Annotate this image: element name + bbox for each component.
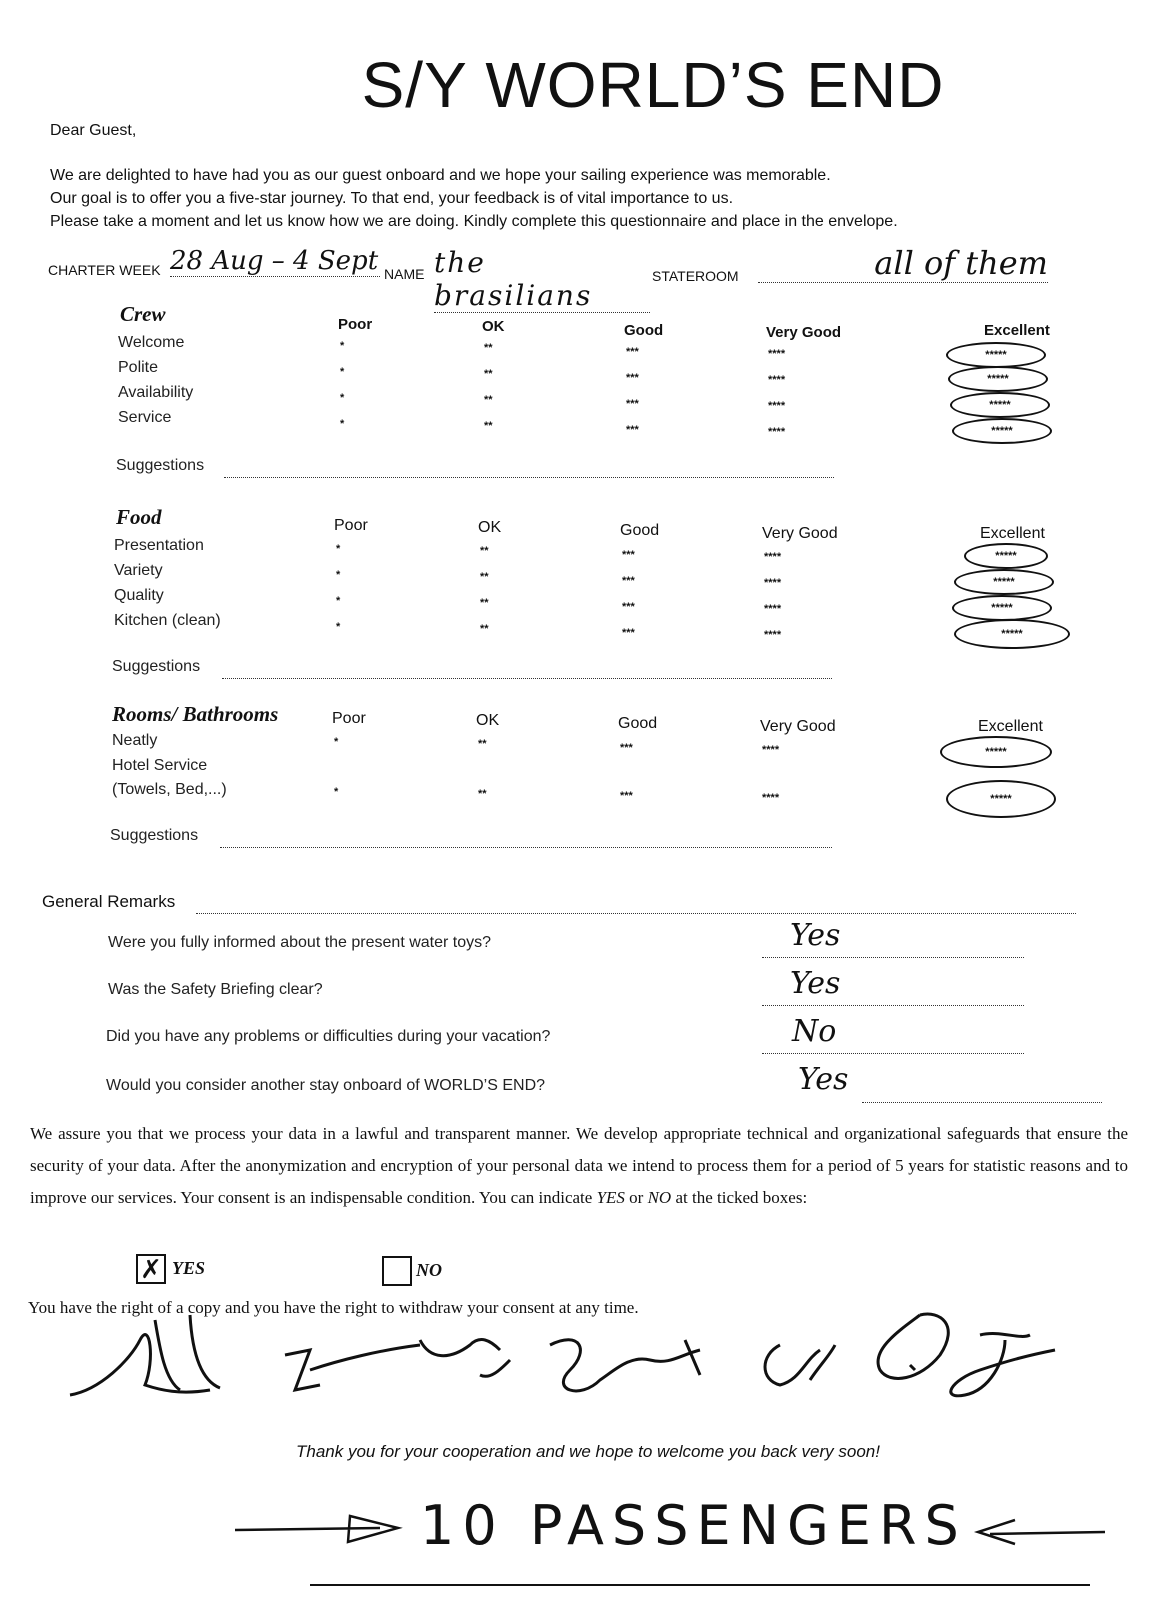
general-remarks-label: General Remarks: [42, 892, 176, 911]
rooms-col-ok: OK: [476, 712, 500, 729]
charter-week-label: CHARTER WEEK: [48, 262, 161, 278]
privacy-text: We assure you that we process your data in a lawful and transparent manner. We develop appropriate technical and organizational safeguards that ensure the security of your data. After the anonymization and encryption of your personal data we intend to process them for a period of 5 years for statistic reasons and to improve our services. Your consent is an indispensable condition. You can indicate: [30, 1124, 1128, 1207]
header-fields: [48, 244, 1058, 312]
food-star-good[interactable]: ***: [622, 549, 635, 561]
privacy-or-word: or: [629, 1188, 644, 1207]
crew-star-good[interactable]: ***: [626, 346, 639, 358]
food-star-good[interactable]: ***: [622, 575, 635, 587]
food-star-poor[interactable]: *: [336, 595, 341, 607]
crew-col-good: Good: [624, 322, 664, 339]
rooms-star-verygood[interactable]: ****: [762, 792, 780, 804]
crew-col-verygood: Very Good: [766, 324, 842, 341]
consent-yes-mark: ✗: [140, 1253, 162, 1284]
section-food: [0, 505, 1166, 695]
food-star-verygood[interactable]: ****: [764, 577, 782, 589]
crew-star-good[interactable]: ***: [626, 398, 639, 410]
rooms-star-verygood[interactable]: ****: [762, 744, 780, 756]
crew-star-poor[interactable]: *: [340, 418, 345, 430]
privacy-paragraph: [30, 1118, 1128, 1214]
rooms-star-good[interactable]: ***: [620, 790, 633, 802]
greeting: Dear Guest,: [50, 122, 137, 139]
food-star-poor[interactable]: *: [336, 569, 341, 581]
page-title: S/Y WORLD’S END: [361, 49, 945, 121]
food-variety-excellent-circled[interactable]: *****: [954, 569, 1054, 595]
answer-another-stay[interactable]: Yes: [798, 1062, 849, 1097]
crew-col-ok: OK: [482, 318, 505, 335]
footer-note: 10 PASSENGERS: [420, 1494, 967, 1557]
section-rooms: [0, 700, 1166, 870]
crew-welcome-excellent-circled[interactable]: *****: [946, 342, 1046, 368]
rooms-col-verygood: Very Good: [760, 718, 836, 735]
answer-line-water-toys: [762, 956, 1024, 958]
crew-title: Crew: [120, 302, 166, 326]
food-star-poor[interactable]: *: [336, 543, 341, 555]
food-col-poor: Poor: [334, 517, 368, 534]
rooms-hotel-service-excellent-circled[interactable]: *****: [946, 780, 1056, 818]
food-star-good[interactable]: ***: [622, 627, 635, 639]
food-title: Food: [116, 505, 162, 529]
section-crew: [0, 300, 1166, 495]
arrow-left-icon: [970, 1512, 1110, 1552]
crew-col-poor: Poor: [338, 316, 373, 333]
name-label: NAME: [384, 266, 425, 282]
food-col-good: Good: [620, 522, 660, 539]
food-row-kitchen: Kitchen (clean): [114, 612, 221, 629]
crew-star-poor[interactable]: *: [340, 340, 345, 352]
crew-row-service: Service: [118, 409, 172, 426]
food-star-ok[interactable]: **: [480, 571, 489, 583]
crew-row-polite: Polite: [118, 359, 159, 376]
food-star-verygood[interactable]: ****: [764, 551, 782, 563]
footer-underline: [310, 1584, 1090, 1586]
question-another-stay: Would you consider another stay onboard of WORLD’S END?: [106, 1077, 546, 1094]
question-water-toys: Were you fully informed about the present water toys?: [108, 934, 492, 951]
food-suggestions-label: Suggestions: [112, 658, 201, 675]
crew-star-good[interactable]: ***: [626, 424, 639, 436]
rooms-star-poor[interactable]: *: [334, 736, 339, 748]
crew-star-poor[interactable]: *: [340, 366, 345, 378]
crew-row-welcome: Welcome: [118, 334, 185, 351]
food-star-ok[interactable]: **: [480, 597, 489, 609]
rooms-suggestions-line[interactable]: [220, 846, 832, 848]
rooms-suggestions-label: Suggestions: [110, 827, 199, 844]
name-value[interactable]: the brasilians: [434, 246, 650, 313]
food-star-ok[interactable]: **: [480, 623, 489, 635]
stateroom-label: STATEROOM: [652, 268, 739, 284]
food-row-quality: Quality: [114, 587, 164, 604]
intro-line-3: Please take a moment and let us know how we are doing. Kindly complete this questionnaire and place in the envelope.: [50, 213, 898, 230]
stateroom-value[interactable]: all of them: [758, 244, 1048, 283]
consent-yes-label: YES: [172, 1258, 206, 1278]
rooms-neatly-excellent-circled[interactable]: *****: [940, 736, 1052, 768]
crew-availability-excellent-circled[interactable]: *****: [950, 392, 1050, 418]
rooms-star-ok[interactable]: **: [478, 738, 487, 750]
food-star-ok[interactable]: **: [480, 545, 489, 557]
crew-suggestions-label: Suggestions: [116, 457, 205, 474]
answer-line-safety-briefing: [762, 1004, 1024, 1006]
intro-line-2: Our goal is to offer you a five-star journey. To that end, your feedback is of vital importance to us.: [50, 190, 734, 207]
crew-star-ok[interactable]: **: [484, 342, 493, 354]
answer-problems[interactable]: No: [792, 1014, 837, 1049]
privacy-yes-word: YES: [596, 1188, 625, 1207]
rooms-star-ok[interactable]: **: [478, 788, 487, 800]
crew-row-availability: Availability: [118, 384, 194, 401]
food-quality-excellent-circled[interactable]: *****: [952, 595, 1052, 621]
rooms-title: Rooms/ Bathrooms: [112, 702, 279, 726]
answer-line-another-stay: [862, 1101, 1102, 1103]
food-col-verygood: Very Good: [762, 525, 838, 542]
crew-star-ok[interactable]: **: [484, 368, 493, 380]
arrow-right-icon: [230, 1508, 430, 1548]
answer-water-toys[interactable]: Yes: [790, 918, 841, 953]
question-safety-briefing: Was the Safety Briefing clear?: [108, 981, 323, 998]
signatures-scribble: [60, 1300, 1060, 1430]
crew-star-verygood[interactable]: ****: [768, 400, 786, 412]
food-row-variety: Variety: [114, 562, 163, 579]
crew-star-ok[interactable]: **: [484, 394, 493, 406]
consent-no-label: NO: [416, 1260, 442, 1280]
intro-line-1: We are delighted to have had you as our guest onboard and we hope your sailing experience was memorable.: [50, 167, 831, 184]
rooms-star-poor[interactable]: *: [334, 786, 339, 798]
thank-you-text: Thank you for your cooperation and we hope to welcome you back very soon!: [295, 1442, 880, 1461]
rooms-col-excellent: Excellent: [978, 718, 1043, 735]
privacy-no-word: NO: [647, 1188, 672, 1207]
food-star-verygood[interactable]: ****: [764, 629, 782, 641]
rooms-col-poor: Poor: [332, 710, 366, 727]
answer-safety-briefing[interactable]: Yes: [790, 966, 841, 1001]
crew-star-verygood[interactable]: ****: [768, 348, 786, 360]
rooms-star-good[interactable]: ***: [620, 742, 633, 754]
crew-polite-excellent-circled[interactable]: *****: [948, 366, 1048, 392]
crew-suggestions-line[interactable]: [224, 476, 834, 478]
food-star-poor[interactable]: *: [336, 621, 341, 633]
crew-star-good[interactable]: ***: [626, 372, 639, 384]
food-presentation-excellent-circled[interactable]: *****: [964, 543, 1048, 569]
crew-star-verygood[interactable]: ****: [768, 426, 786, 438]
rooms-row-towels: (Towels, Bed,...): [112, 781, 227, 798]
food-star-verygood[interactable]: ****: [764, 603, 782, 615]
crew-service-excellent-circled[interactable]: *****: [952, 418, 1052, 444]
rooms-row-hotel-service: Hotel Service: [112, 757, 208, 774]
answer-line-problems: [762, 1052, 1024, 1054]
privacy-tail: at the ticked boxes:: [675, 1188, 808, 1207]
crew-star-ok[interactable]: **: [484, 420, 493, 432]
crew-star-poor[interactable]: *: [340, 392, 345, 404]
food-row-presentation: Presentation: [114, 537, 204, 554]
rights-text: You have the right of a copy and you have the right to withdraw your consent at any time.: [28, 1298, 639, 1317]
consent-no-checkbox[interactable]: [382, 1256, 412, 1286]
rooms-col-good: Good: [618, 715, 658, 732]
charter-week-value[interactable]: 28 Aug – 4 Sept: [170, 246, 379, 276]
crew-star-verygood[interactable]: ****: [768, 374, 786, 386]
general-remarks-line[interactable]: [196, 912, 1076, 914]
crew-col-excellent: Excellent: [984, 322, 1050, 339]
food-col-excellent: Excellent: [980, 525, 1045, 542]
rooms-row-neatly: Neatly: [112, 732, 158, 749]
consent-yes-checkbox[interactable]: [136, 1254, 166, 1284]
food-kitchen-excellent-circled[interactable]: *****: [954, 619, 1070, 649]
food-col-ok: OK: [478, 519, 502, 536]
food-star-good[interactable]: ***: [622, 601, 635, 613]
food-suggestions-line[interactable]: [222, 677, 832, 679]
question-problems: Did you have any problems or difficulties during your vacation?: [106, 1028, 551, 1045]
